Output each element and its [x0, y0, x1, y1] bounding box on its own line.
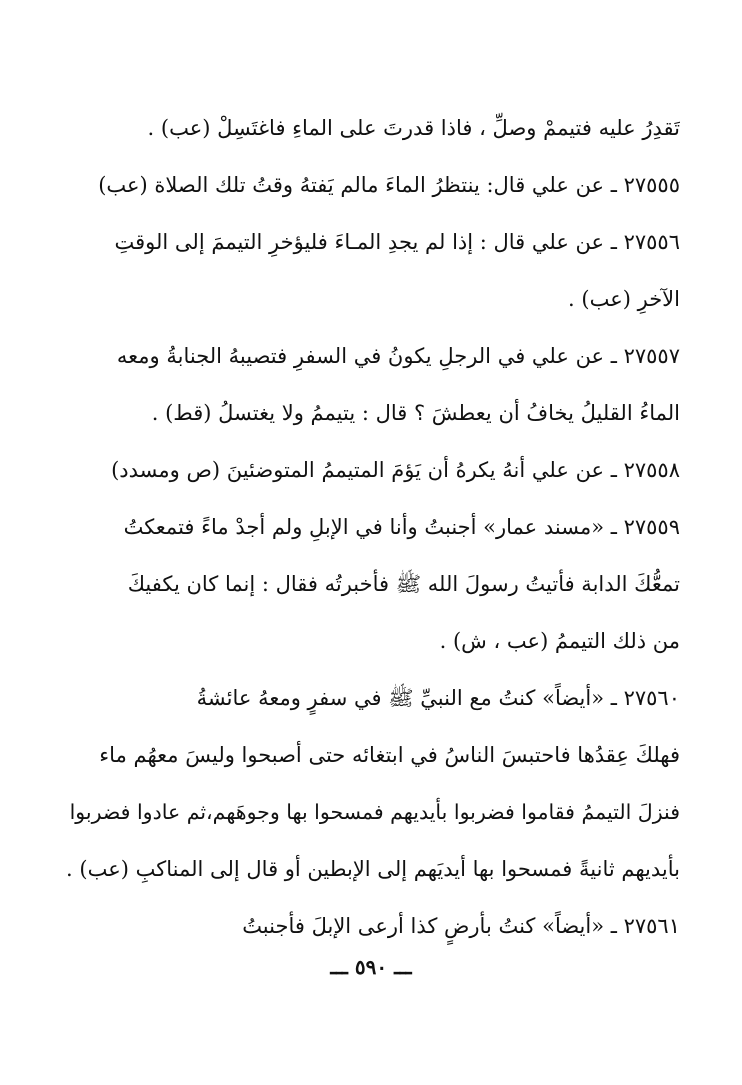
- text-line: تَقدِرُ عليه فتيممْ وصلِّ ، فاذا قدرتَ على الماءِ فاغتَسِلْ (عب) .: [147, 116, 680, 140]
- hadith-entry-27556: ٢٧٥٥٦ ـ عن علي قال : إذا لم يجدِ المـاءَ فليؤخرِ التيممَ إلى الوقتِ: [114, 230, 680, 254]
- hadith-text-block: [60, 100, 680, 955]
- hadith-entry-27559: ٢٧٥٥٩ ـ «مسند عمار» أجنبتُ وأنا في الإبلِ ولم أجدْ ماءً فتمعكتُ: [123, 515, 680, 539]
- hadith-entry-27555: ٢٧٥٥٥ ـ عن علي قال: ينتظرُ الماءَ مالم يَفتهُ وقتُ تلك الصلاة (عب): [98, 173, 680, 197]
- hadith-entry-27561: ٢٧٥٦١ ـ «أيضاً» كنتُ بأرضٍ كذا أرعى الإبلَ فأجنبتُ: [242, 914, 680, 938]
- text-line: من ذلك التيممُ (عب ، ش) .: [439, 629, 680, 653]
- text-line: بأيديهم ثانيةً فمسحوا بها أيديَهم إلى الإبطين أو قال إلى المناكبِ (عب) .: [66, 857, 680, 881]
- page-number: ـــ ٥٩٠ ـــ: [330, 955, 412, 979]
- text-line: الآخرِ (عب) .: [568, 287, 680, 311]
- text-line: فهلكَ عِقدُها فاحتبسَ الناسُ في ابتغائه حتى أصبحوا وليسَ معهُم ماء: [99, 743, 680, 767]
- text-line: فنزلَ التيممُ فقاموا فضربوا بأيديهم فمسحوا بها وجوهَهم،ثم عادوا فضربوا: [69, 800, 680, 824]
- hadith-entry-27558: ٢٧٥٥٨ ـ عن علي أنهُ يكرهُ أن يَؤمَ المتيممُ المتوضئينَ (ص ومسدد): [111, 458, 680, 482]
- text-line: الماءُ القليلُ يخافُ أن يعطشَ ؟ قال : يتيممُ ولا يغتسلُ (قط) .: [151, 401, 680, 425]
- hadith-entry-27560: ٢٧٥٦٠ ـ «أيضاً» كنتُ مع النبيِّ ﷺ في سفرٍ ومعهُ عائشةُ: [196, 686, 680, 710]
- hadith-entry-27557: ٢٧٥٥٧ ـ عن علي في الرجلِ يكونُ في السفرِ فتصيبهُ الجنابةُ ومعه: [116, 344, 680, 368]
- text-line: تمعُّكَ الدابة فأتيتُ رسولَ الله ﷺ فأخبرتُه فقال : إنما كان يكفيكَ: [127, 572, 680, 596]
